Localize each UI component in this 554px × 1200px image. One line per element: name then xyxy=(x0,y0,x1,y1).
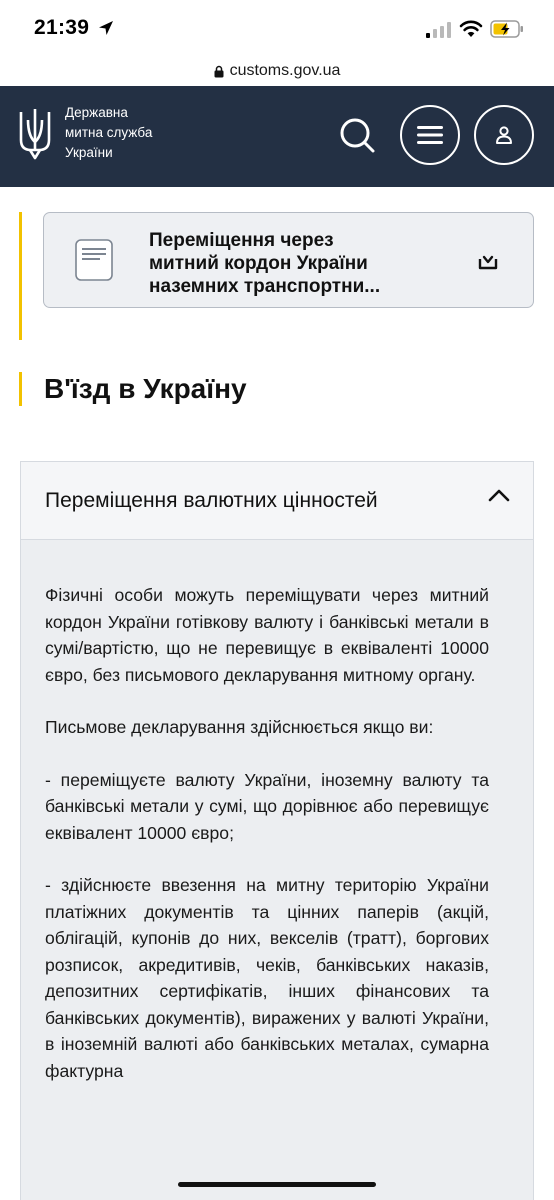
menu-icon xyxy=(417,126,443,144)
site-header xyxy=(0,86,554,187)
status-bar xyxy=(0,0,554,56)
document-title-line: митний кордон України xyxy=(149,253,368,274)
trident-logo-icon[interactable] xyxy=(18,106,52,162)
document-title-line: Переміщення через xyxy=(149,230,334,251)
status-time: 21:39 xyxy=(34,16,90,39)
brand-line: митна служба xyxy=(65,125,153,140)
section-heading: В'їзд в Україну xyxy=(44,373,247,404)
user-icon xyxy=(495,126,513,144)
heading-accent-bar xyxy=(19,372,22,406)
accordion-header[interactable] xyxy=(21,462,533,540)
wifi-icon xyxy=(459,20,483,38)
body-paragraph: Фізичні особи можуть переміщувати через митний кордон України готівкову валюту і банківські метали в сумі/вартістю, що не перевищує в еквіваленті 10000 євро, без письмового декларування митному органу. xyxy=(45,585,489,685)
user-button[interactable] xyxy=(474,105,534,165)
accordion-body xyxy=(45,582,489,1110)
body-paragraph: Письмове декларування здійснюється якщо ви: xyxy=(45,717,434,737)
document-icon xyxy=(75,239,113,281)
body-paragraph: - переміщуєте валюту України, іноземну валюту та банківські метали у сумі, що дорівнює або перевищує еквівалент 10000 євро; xyxy=(45,769,489,843)
document-title-line: наземних транспортни... xyxy=(149,276,381,297)
signal-icon xyxy=(426,22,452,38)
document-download-card[interactable] xyxy=(43,212,534,308)
accordion-currency xyxy=(20,461,534,1200)
accent-bar xyxy=(19,212,22,340)
lock-icon xyxy=(214,65,224,78)
address-bar[interactable] xyxy=(0,56,554,86)
home-indicator[interactable] xyxy=(178,1182,376,1187)
menu-button[interactable] xyxy=(400,105,460,165)
url-text: customs.gov.ua xyxy=(229,62,341,79)
brand-name[interactable] xyxy=(65,103,152,163)
location-arrow-icon xyxy=(97,19,115,37)
body-paragraph: - здійснюєте ввезення на митну територію України платіжних документів та цінних паперів (акцій, облігацій, купонів до них, векселів (тратт), боргових розписок, акредитивів, чеків, банківських наказів, депозитних сертифікатів, інших фінансових та банківських документів), виражених у валюті України, в іноземній валюті або банківських металах, сумарна фактурна xyxy=(45,875,489,1081)
chevron-up-icon[interactable] xyxy=(487,486,511,504)
accordion-title: Переміщення валютних цінностей xyxy=(45,489,378,512)
brand-line: Державна xyxy=(65,105,128,120)
download-icon[interactable] xyxy=(478,251,498,271)
brand-line: України xyxy=(65,145,113,160)
search-icon[interactable] xyxy=(336,114,378,156)
battery-charging-icon xyxy=(490,20,524,38)
document-title xyxy=(149,229,449,298)
